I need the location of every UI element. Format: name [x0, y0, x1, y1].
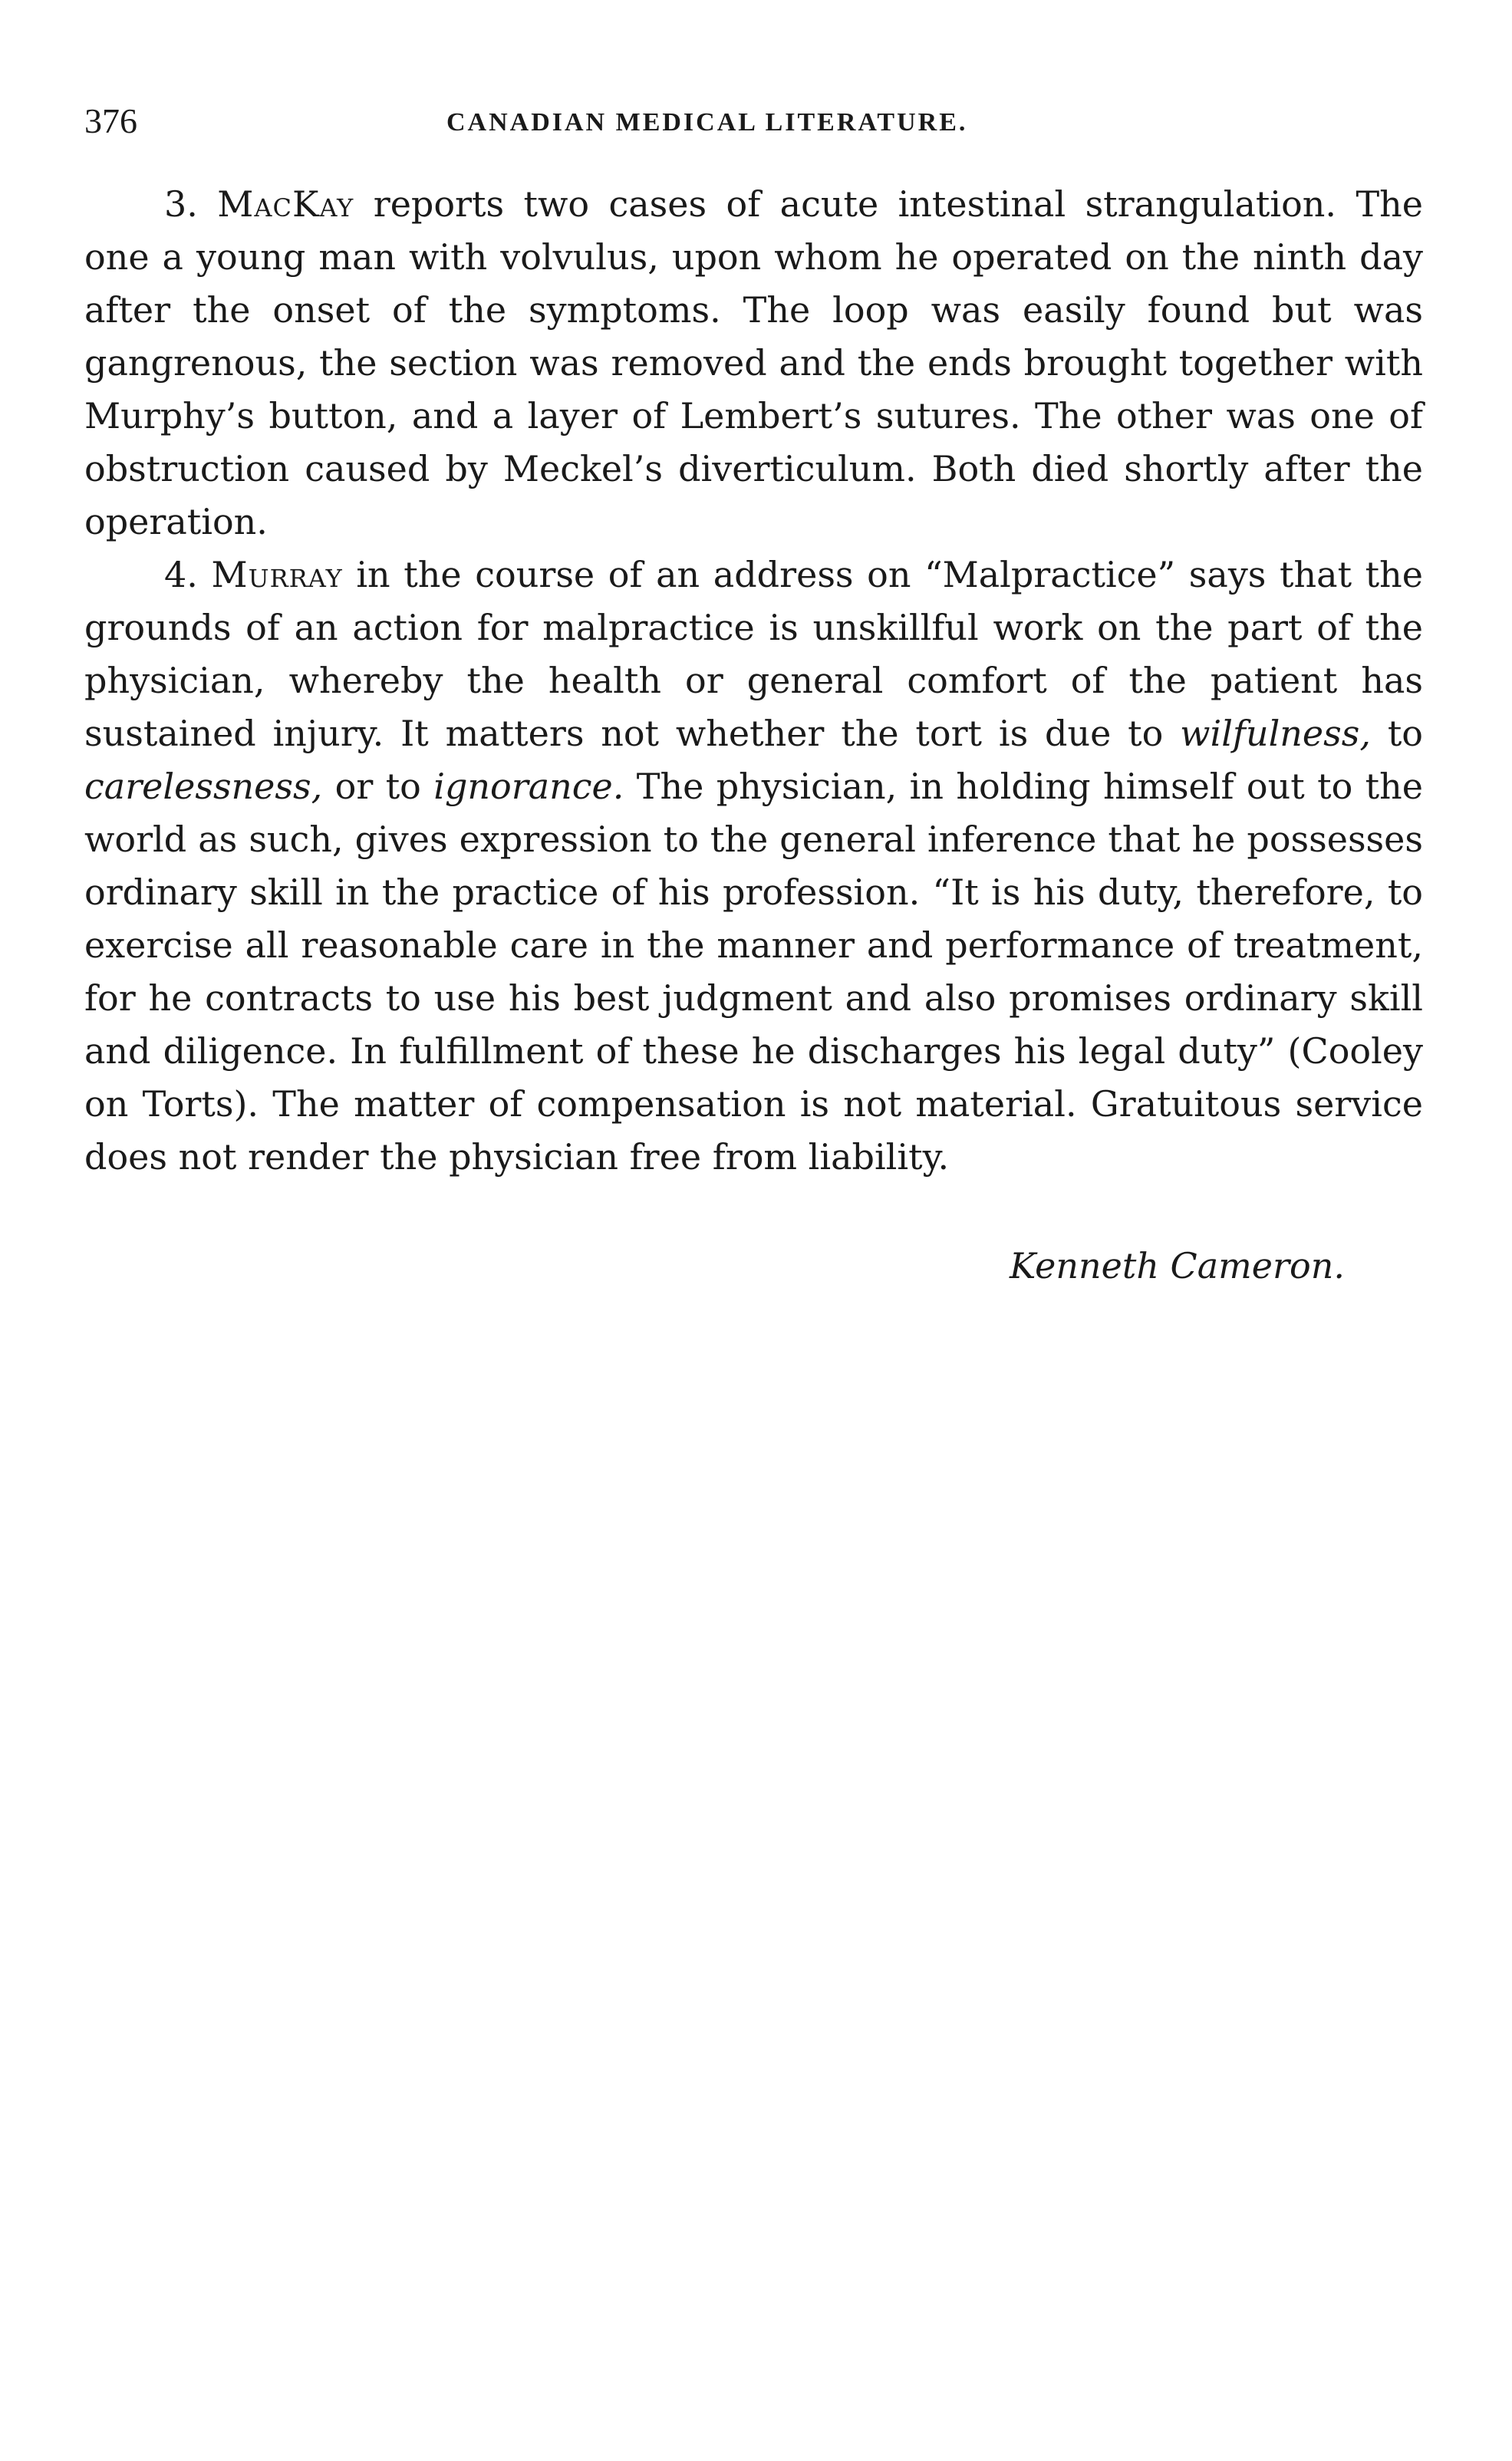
article-body [84, 178, 1423, 1184]
page-number: 376 [84, 101, 137, 140]
paragraph-murray [84, 549, 1423, 1184]
author-name: Murray [211, 554, 343, 595]
journal-title: CANADIAN MEDICAL LITERATURE. [446, 108, 968, 137]
paragraph-text-before: in the course of an address on “Malpractice” says that the grounds of an action for malpractice is unskillful work on the part of the physician, whereby the health or general comfort of the patient has sustained injury. It matters not whether the tort is due to [84, 554, 1424, 754]
term-carelessness: carelessness, [84, 766, 323, 807]
connector-text: or to [334, 766, 421, 807]
term-ignorance: ignorance. [433, 766, 624, 807]
connector-text: to [1387, 713, 1423, 754]
term-wilfulness: wilfulness, [1180, 713, 1371, 754]
author-signature: Kenneth Cameron. [1010, 1245, 1345, 1287]
paragraph-number: 4. [164, 554, 198, 595]
paragraph-text-after: The physician, in holding himself out to the world as such, gives expression to the general inference that he possesses ordinary skill in the practice of his profession. “It is his duty, therefore, to exercise all reasonable care in the manner and performance of treatment, for he contracts to use his best judgment and also promises ordinary skill and diligence. In fulfillment of these he discharges his legal duty” (Cooley on Torts). The matter of compensation is not material. Gratuitous service does not render the physician free from liability. [84, 766, 1423, 1178]
paragraph-text: reports two cases of acute intestinal strangulation. The one a young man with volvulus, upon whom he operated on the ninth day after the onset of the symptoms. The loop was easily found but was gangrenous, the section was removed and the ends brought together with Murphy’s button, and a layer of Lembert’s sutures. The other was one of obstruction caused by Meckel’s diverticulum. Both died shortly after the operation. [84, 183, 1423, 542]
paragraph-mackay [84, 178, 1423, 549]
author-name: MacKay [217, 183, 354, 225]
running-head [84, 98, 1423, 144]
paragraph-number: 3. [164, 183, 198, 225]
